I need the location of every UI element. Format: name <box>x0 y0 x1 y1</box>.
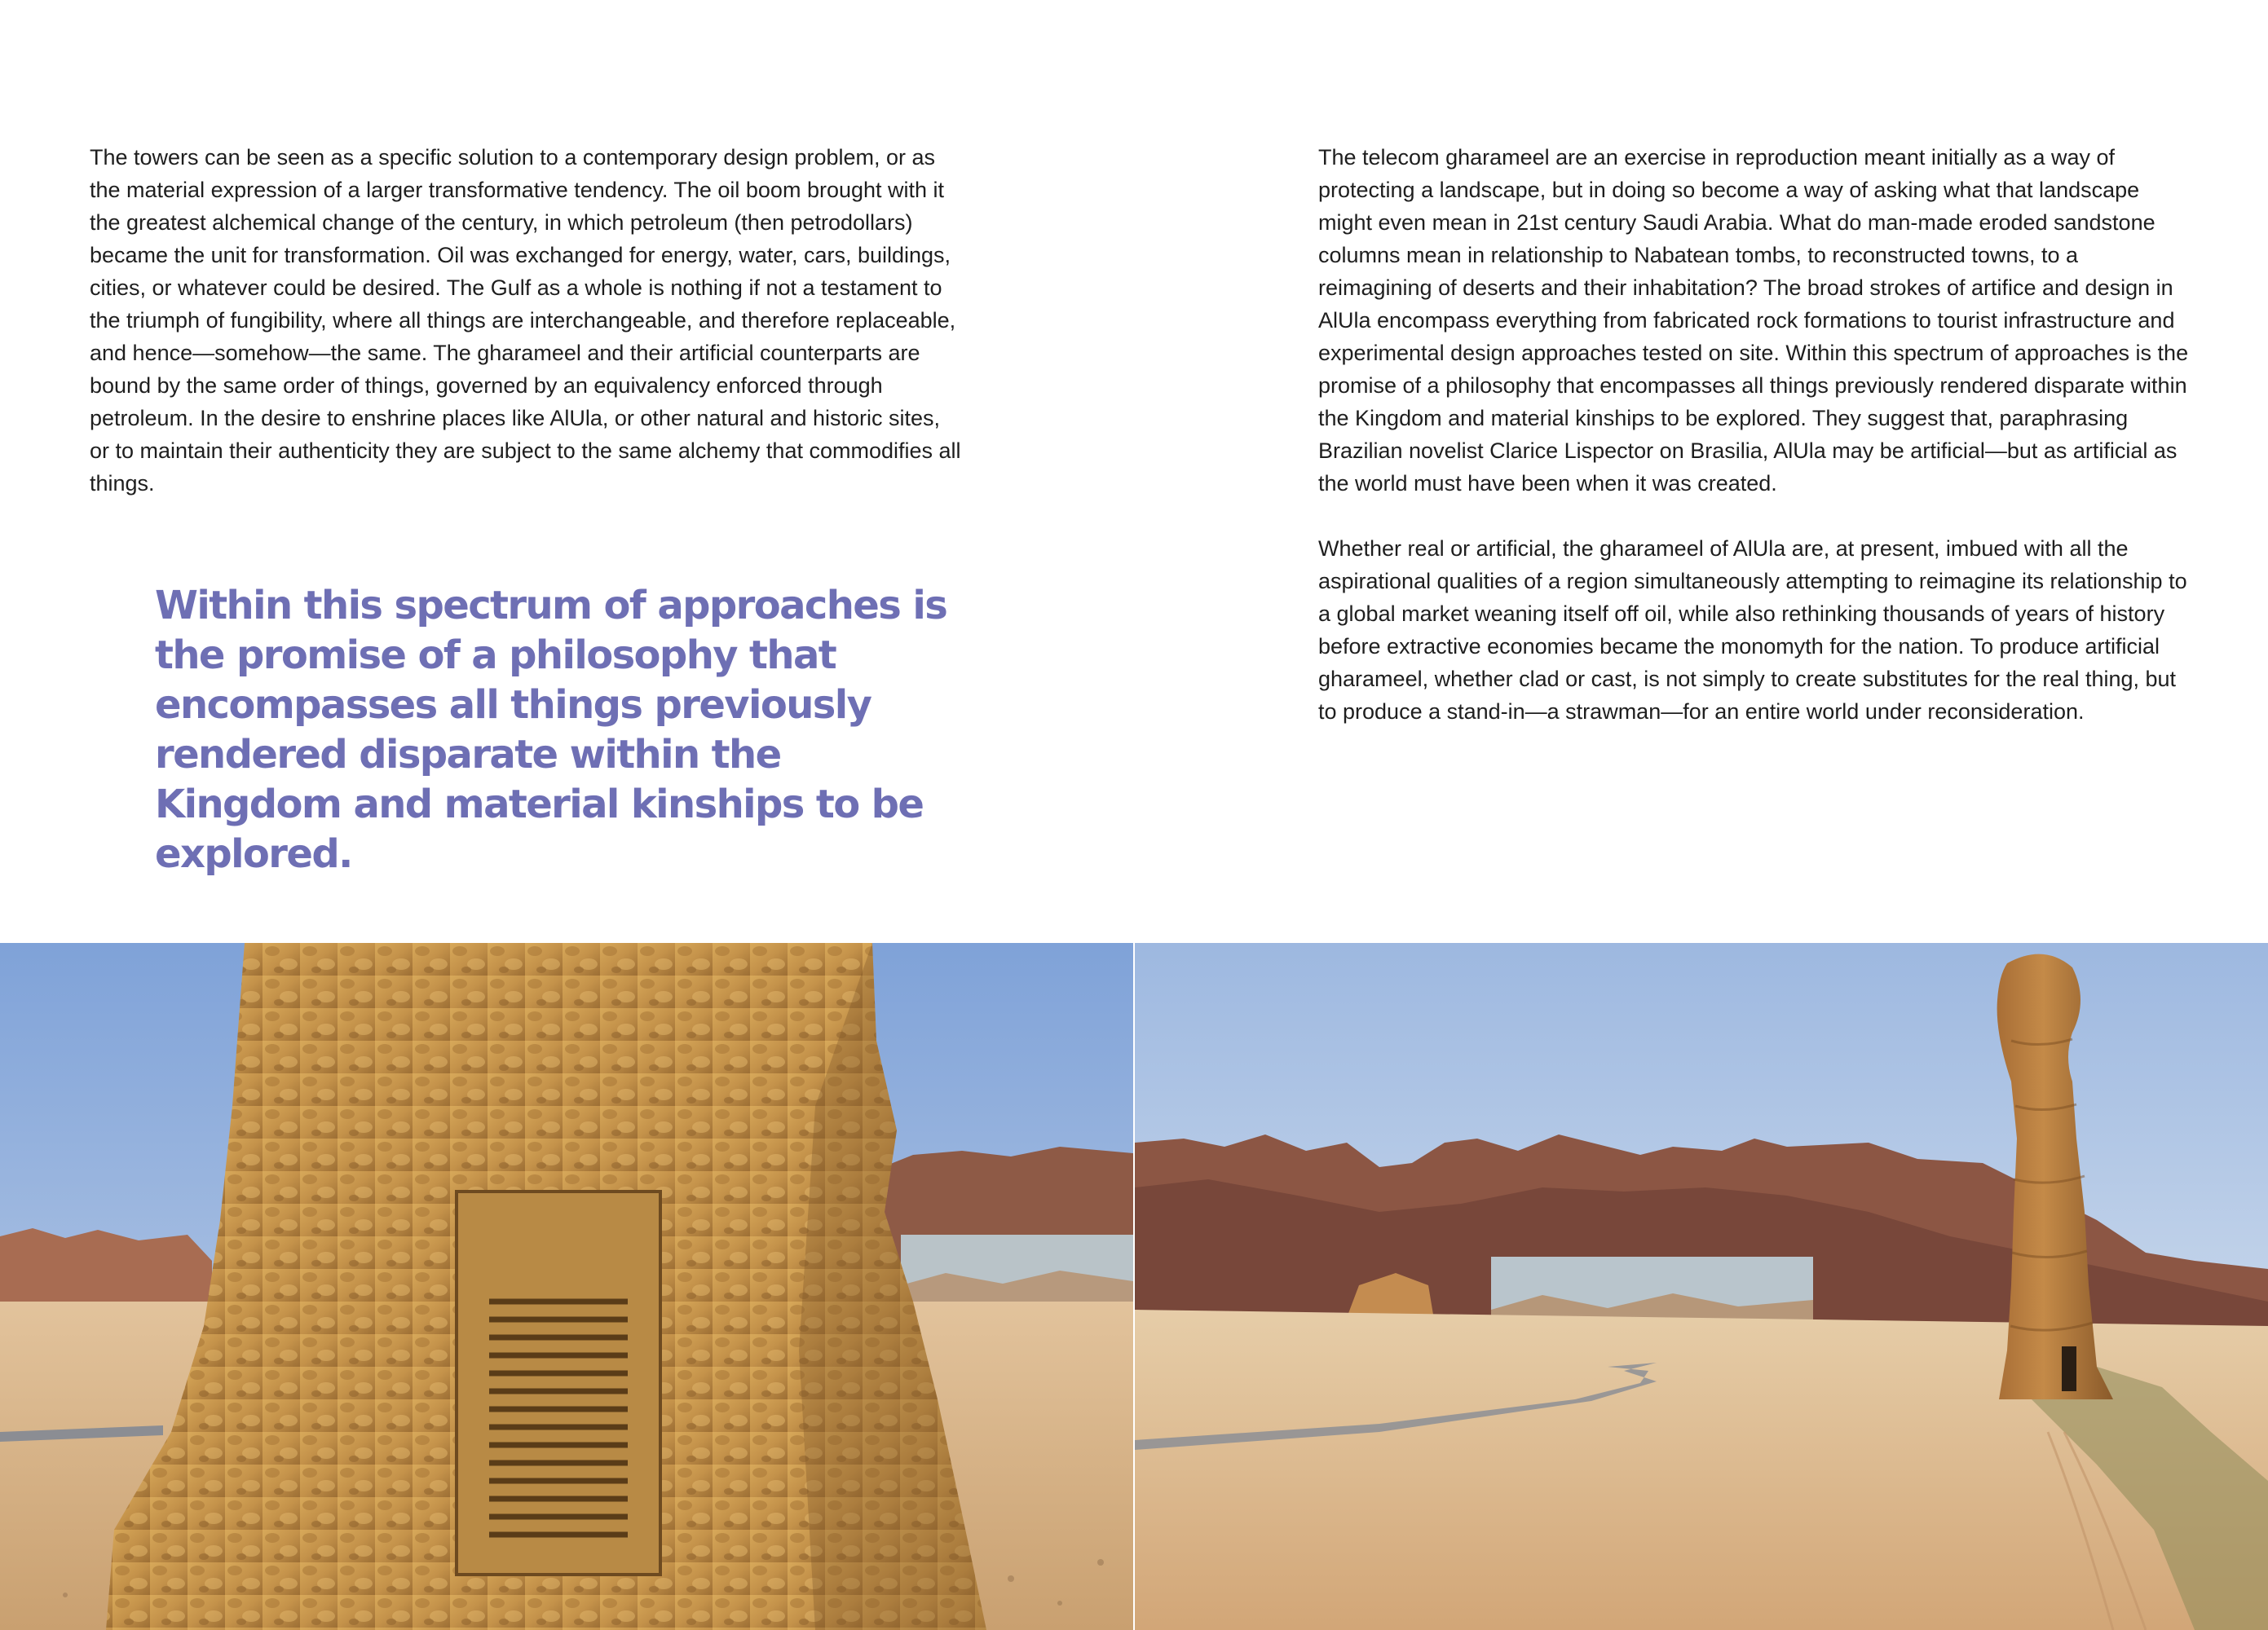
desert-landscape-photo <box>1135 943 2268 1630</box>
right-column <box>1318 141 2191 760</box>
desert-landscape-illustration <box>1135 943 2268 1630</box>
right-column-paragraph-1: The telecom gharameel are an exercise in reproduction meant initially as a way of protecting a landscape, but in doing so become a way of asking what that landscape might even mean in 21st century Saudi Arabia. What do man-made eroded sandstone columns mean in relationship to Nabatean tombs, to reconstructed towns, to a reimagining of deserts and their inhabitation? The broad strokes of artifice and design in AlUla encompass everything from fabricated rock formations to tourist infrastructure and experimental design approaches tested on site. Within this spectrum of approaches is the promise of a philosophy that encompasses all things previously rendered disparate within the Kingdom and material kinships to be explored. They suggest that, paraphrasing Brazilian novelist Clarice Lispector on Brasilia, AlUla may be artificial—but as artificial as the world must have been when it was created. <box>1318 145 2189 496</box>
left-column-paragraph: The towers can be seen as a specific solution to a contemporary design problem, or as the material expression of a larger transformative tendency. The oil boom brought with it the greatest alchemical change of the century, in which petroleum (then petrodollars) became the unit for transformation. Oil was exchanged for energy, water, cars, buildings, cities, or whatever could be desired. The Gulf as a whole is nothing if not a testament to the triumph of fungibility, where all things are interchangeable, and therefore replaceable, and hence—somehow—the same. The gharameel and their artificial counterparts are bound by the same order of things, governed by an equivalency enforced through petroleum. In the desire to enshrine places like AlUla, or other natural and historic sites, or to maintain their authenticity they are subject to the same alchemy that commodifies all things. <box>90 145 961 496</box>
tower-closeup-illustration <box>0 943 1133 1630</box>
pull-quote: Within this spectrum of approaches is the promise of a philosophy that encompasses all things previously rendered disparate within the Kingdom and material kinships to be explored. <box>155 583 947 877</box>
right-column-paragraph-2: Whether real or artificial, the gharameel of AlUla are, at present, imbued with all the aspirational qualities of a region simultaneously attempting to reimagine its relationship to a global market weaning itself off oil, while also rethinking thousands of years of history before extractive economies became the monomyth for the nation. To produce artificial gharameel, whether clad or cast, is not simply to create substitutes for the real thing, but to produce a stand-in—a strawman—for an entire world under reconsideration. <box>1318 536 2187 724</box>
tower-closeup-photo <box>0 943 1133 1630</box>
